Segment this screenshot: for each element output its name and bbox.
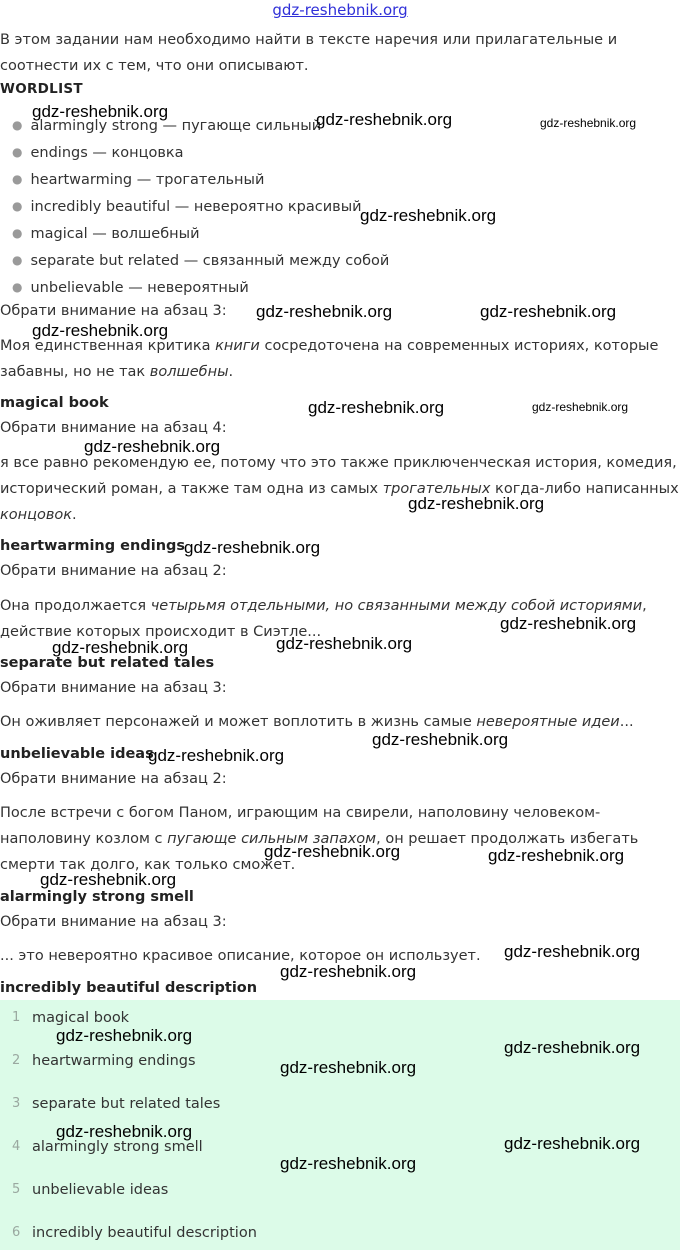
site-link[interactable]: gdz-reshebnik.org <box>272 1 408 19</box>
section-text-line: Он оживляет персонажей и может воплотить в жизнь самые невероятные идеи... <box>0 714 634 730</box>
watermark: gdz-reshebnik.org <box>504 942 641 961</box>
wordlist-item <box>12 172 264 188</box>
section-answer-heading: alarmingly strong smell <box>0 889 194 905</box>
wordlist-item <box>12 280 249 296</box>
section-label: Обрати внимание на абзац 2: <box>0 771 227 787</box>
section-text-line: наполовину козлом с пугающе сильным запахом, он решает продолжать избегать <box>0 831 639 847</box>
wordlist-item <box>12 199 362 215</box>
answer-text: heartwarming endings <box>32 1053 196 1069</box>
answer-text: unbelievable ideas <box>32 1182 169 1198</box>
section-text-line: концовок. <box>0 507 77 523</box>
bullet-icon: ● <box>12 118 23 132</box>
answer-text: alarmingly strong smell <box>32 1139 203 1155</box>
section-label: Обрати внимание на абзац 3: <box>0 914 227 930</box>
wordlist-item-text: magical — волшебный <box>30 226 200 242</box>
section-label: Обрати внимание на абзац 3: <box>0 680 227 696</box>
watermark: gdz-reshebnik.org <box>504 1038 641 1057</box>
wordlist-item-text: endings — концовка <box>30 145 184 161</box>
watermark: gdz-reshebnik.org <box>480 302 617 321</box>
section-text-line: Она продолжается четырьмя отдельными, но связанными между собой историями, <box>0 598 647 614</box>
wordlist-item-text: incredibly beautiful — невероятно красивый <box>30 199 362 215</box>
watermark: gdz-reshebnik.org <box>488 846 625 865</box>
bullet-icon: ● <box>12 172 23 186</box>
wordlist-item-text: separate but related — связанный между собой <box>30 253 390 269</box>
watermark: gdz-reshebnik.org <box>504 1134 641 1153</box>
section-text-line: Моя единственная критика книги сосредоточена на современных историях, которые <box>0 338 659 354</box>
watermark: gdz-reshebnik.org <box>408 494 545 513</box>
answer-text: separate but related tales <box>32 1096 221 1112</box>
section-text-line: действие которых происходит в Сиэтле... <box>0 624 322 640</box>
section-text-line: смерти так долго, как только сможет. <box>0 857 296 873</box>
bullet-icon: ● <box>12 280 23 294</box>
section-answer-heading: unbelievable ideas <box>0 746 154 762</box>
section-label: Обрати внимание на абзац 4: <box>0 420 227 436</box>
watermark: gdz-reshebnik.org <box>276 634 413 653</box>
watermark: gdz-reshebnik.org <box>32 102 169 121</box>
answer-number: 5 <box>12 1182 21 1197</box>
watermark: gdz-reshebnik.org <box>52 638 189 657</box>
watermark: gdz-reshebnik.org <box>316 110 453 129</box>
watermark: gdz-reshebnik.org <box>40 870 177 889</box>
watermark: gdz-reshebnik.org <box>280 1154 417 1173</box>
answer-number: 2 <box>12 1053 21 1068</box>
wordlist-item-text: unbelievable — невероятный <box>30 280 249 296</box>
wordlist-item <box>12 226 200 242</box>
section-label: Обрати внимание на абзац 3: <box>0 303 227 319</box>
section-answer-heading: heartwarming endings <box>0 538 186 554</box>
watermark: gdz-reshebnik.org <box>280 1058 417 1077</box>
bullet-icon: ● <box>12 145 23 159</box>
wordlist-item <box>12 253 389 269</box>
bullet-icon: ● <box>12 199 23 213</box>
watermark: gdz-reshebnik.org <box>32 321 169 340</box>
intro-line-2: соотнести их с тем, что они описывают. <box>0 58 309 74</box>
bullet-icon: ● <box>12 226 23 240</box>
watermark: gdz-reshebnik.org <box>184 538 321 557</box>
watermark: gdz-reshebnik.org <box>500 614 637 633</box>
watermark: gdz-reshebnik.org <box>308 398 445 417</box>
section-text-line: исторический роман, а также там одна из самых трогательных когда-либо написанных <box>0 481 679 497</box>
answer-number: 6 <box>12 1225 21 1240</box>
section-text-line: я все равно рекомендую ее, потому что это также приключенческая история, комедия, <box>0 455 677 471</box>
watermark: gdz-reshebnik.org <box>56 1122 193 1141</box>
watermark: gdz-reshebnik.org <box>360 206 497 225</box>
watermark: gdz-reshebnik.org <box>540 116 637 130</box>
answer-number: 4 <box>12 1139 21 1154</box>
bullet-icon: ● <box>12 253 23 267</box>
section-text-line: ... это невероятно красивое описание, которое он использует. <box>0 948 481 964</box>
section-answer-heading: magical book <box>0 395 109 411</box>
watermark: gdz-reshebnik.org <box>256 302 393 321</box>
section-text-line: После встречи с богом Паном, играющим на свирели, наполовину человеком- <box>0 805 601 821</box>
watermark: gdz-reshebnik.org <box>532 400 629 414</box>
watermark: gdz-reshebnik.org <box>264 842 401 861</box>
answer-text: magical book <box>32 1010 130 1026</box>
answer-number: 1 <box>12 1010 21 1025</box>
watermark: gdz-reshebnik.org <box>56 1026 193 1045</box>
watermark: gdz-reshebnik.org <box>148 746 285 765</box>
watermark: gdz-reshebnik.org <box>372 730 509 749</box>
watermark: gdz-reshebnik.org <box>280 962 417 981</box>
wordlist-title: WORDLIST <box>0 81 83 97</box>
wordlist-item <box>12 145 184 161</box>
wordlist-item-text: heartwarming — трогательный <box>30 172 265 188</box>
wordlist-item-text: alarmingly strong — пугающе сильный <box>30 118 322 134</box>
watermark: gdz-reshebnik.org <box>84 437 221 456</box>
section-answer-heading: separate but related tales <box>0 655 215 671</box>
section-label: Обрати внимание на абзац 2: <box>0 563 227 579</box>
intro-line-1: В этом задании нам необходимо найти в тексте наречия или прилагательные и <box>0 32 618 48</box>
answer-text: incredibly beautiful description <box>32 1225 257 1241</box>
section-answer-heading: incredibly beautiful description <box>0 980 258 996</box>
section-text-line: забавны, но не так волшебны. <box>0 364 234 380</box>
answer-number: 3 <box>12 1096 21 1111</box>
